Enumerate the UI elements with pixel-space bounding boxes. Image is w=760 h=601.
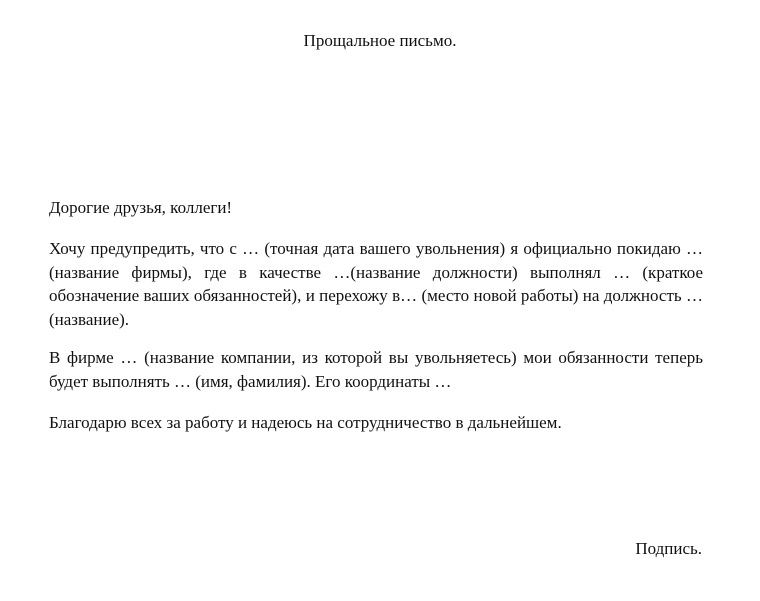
letter-title: Прощальное письмо. (303, 31, 457, 50)
letter-greeting: Дорогие друзья, коллеги! (49, 198, 233, 217)
letter-paragraph-2: В фирме … (название компании, из которой вы увольняетесь) мои обязанности теперь будет выполнять … (имя, фамилия). Его координаты … (49, 348, 703, 391)
letter-paragraph-1: Хочу предупредить, что с … (точная дата вашего увольнения) я официально покидаю … (название фирмы), где в качестве …(название должности) выполнял … (краткое обозначение ваших обязанностей), и перехожу в… (место новой работы) на должность …(название). (49, 239, 703, 329)
letter-paragraph-3: Благодарю всех за работу и надеюсь на сотрудничество в дальнейшем. (49, 413, 562, 432)
letter-signature: Подпись. (635, 539, 702, 558)
